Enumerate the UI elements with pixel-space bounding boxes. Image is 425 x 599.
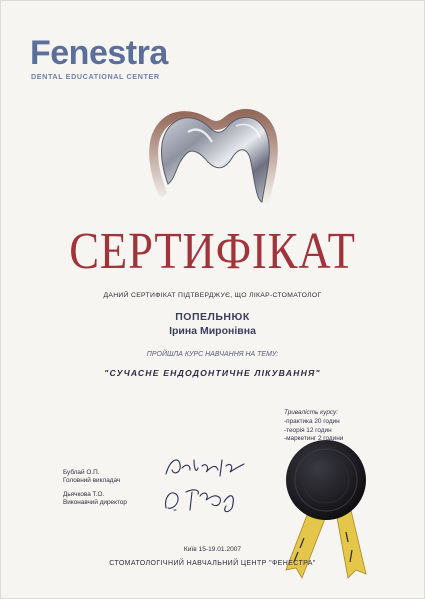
signatory-name: Дьячкова Т.О. [63,491,105,498]
confirm-text: ДАНИЙ СЕРТИФІКАТ ПІДТВЕРДЖУЄ, ЩО ЛІКАР-СТОМАТОЛОГ [103,292,322,299]
duration-item: -теорія 12 годин [284,426,332,434]
signature-1-handwriting [160,452,250,482]
signatory-2 [63,491,127,507]
signatory-name: Бублай О.П. [63,469,100,476]
signature-2-handwriting [160,484,245,518]
certificate-title: СЕРТИФІКАТ [69,223,356,280]
signatory-1 [63,469,120,485]
signatory-role: Виконавчий директор [63,499,127,506]
brand-subtitle: DENTAL EDUCATIONAL CENTER [31,72,160,81]
place-date: Київ 15-19.01.2007 [183,546,242,553]
duration-item: -маркетинг 2 години [284,434,344,442]
brand-logo: Fenestra [30,34,168,72]
signatory-role: Головний викладач [63,477,121,484]
issuing-center: СТОМАТОЛОГІЧНИЙ НАВЧАЛЬНИЙ ЦЕНТР "ФЕНЕСТРА" [109,560,316,567]
course-intro: ПРОЙШЛА КУРС НАВЧАННЯ НА ТЕМУ: [146,351,279,358]
recipient-surname: ПОПЕЛЬНЮК [175,311,250,323]
duration-title: Тривалість курсу: [284,409,339,416]
course-title: "СУЧАСНЕ ЕНДОДОНТИЧНЕ ЛІКУВАННЯ" [104,368,321,378]
tooth-logo-icon [148,92,278,217]
duration-item: -практика 20 годин [284,418,340,426]
recipient-name: Ірина Миронівна [169,325,256,337]
